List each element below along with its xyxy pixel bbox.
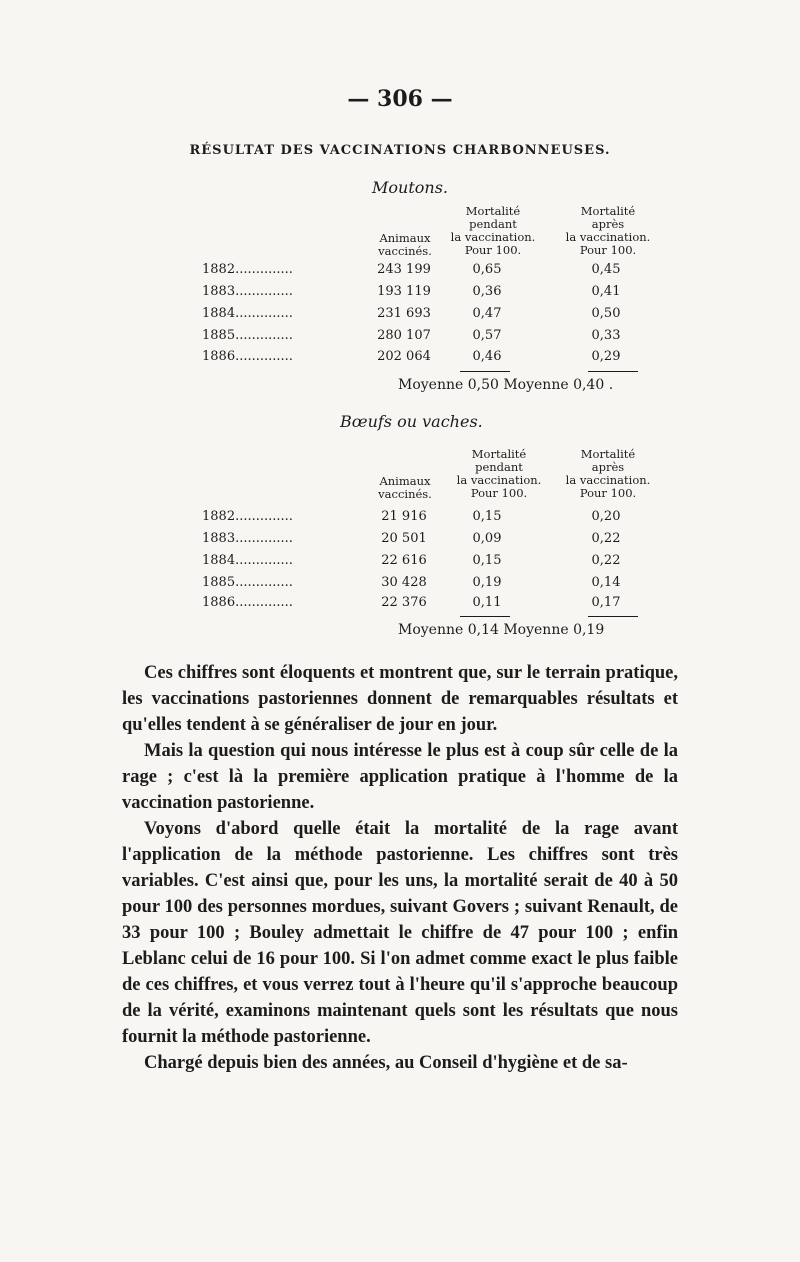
row-year: 1882.............. <box>202 262 293 277</box>
row-after: 0,33 <box>591 328 621 343</box>
row-animals: 280 107 <box>377 328 431 343</box>
section-heading: RÉSULTAT DES VACCINATIONS CHARBONNEUSES. <box>189 143 611 158</box>
row-animals: 193 119 <box>377 284 431 299</box>
row-animals: 22 376 <box>381 595 427 610</box>
table-row <box>0 531 800 551</box>
average-line-boeufs: Moyenne 0,14 Moyenne 0,19 <box>398 622 605 638</box>
row-year: 1885.............. <box>202 575 293 590</box>
row-year: 1884.............. <box>202 306 293 321</box>
column-header-during: Mortalité pendant la vaccination. Pour 100. <box>456 447 542 500</box>
row-animals: 20 501 <box>381 531 427 546</box>
row-animals: 22 616 <box>381 553 427 568</box>
row-during: 0,15 <box>472 509 502 524</box>
column-header-after: Mortalité après la vaccination. Pour 100. <box>565 447 651 500</box>
row-after: 0,41 <box>591 284 621 299</box>
row-after: 0,20 <box>591 509 621 524</box>
paragraph: Mais la question qui nous intéresse le plus est à coup sûr celle de la rage ; c'est là la première application pratique à l'homme de la vaccination pastorienne. <box>122 741 678 813</box>
row-during: 0,36 <box>472 284 502 299</box>
column-header-during: Mortalité pendant la vaccination. Pour 100. <box>450 204 536 257</box>
table-subtitle-boeufs: Bœufs ou vaches. <box>340 412 483 431</box>
column-header-animals: Animaux vaccinés. <box>378 474 432 501</box>
row-after: 0,22 <box>591 553 621 568</box>
row-after: 0,17 <box>591 595 621 610</box>
row-year: 1886.............. <box>202 349 293 364</box>
row-during: 0,47 <box>472 306 502 321</box>
row-year: 1885.............. <box>202 328 293 343</box>
sum-rule <box>588 616 638 617</box>
sum-rule <box>460 371 510 372</box>
row-during: 0,15 <box>472 553 502 568</box>
row-after: 0,50 <box>591 306 621 321</box>
body-text <box>122 660 678 1076</box>
row-animals: 243 199 <box>377 262 431 277</box>
paragraph: Voyons d'abord quelle était la mortalité de la rage avant l'application de la méthode pastorienne. Les chiffres sont très variables. C'est ainsi que, pour les uns, la mortalité serait de 40 à 50 pour 100 des personnes mordues, suivant Govers ; suivant Renault, de 33 pour 100 ; Bouley admettait le chiffre de 47 pour 100 ; enfin Leblanc celui de 16 pour 100. Si l'on admet comme exact le plus faible de ces chiffres, et vous verrez tout à l'heure qu'il s'approche beaucoup de la vérité, examinons maintenant quels sont les résultats que nous fournit la méthode pastorienne. <box>122 819 678 1047</box>
row-during: 0,19 <box>472 575 502 590</box>
table-row <box>0 509 800 529</box>
table-row <box>0 595 800 615</box>
table-subtitle-moutons: Moutons. <box>372 178 448 197</box>
sum-rule <box>588 371 638 372</box>
row-year: 1883.............. <box>202 531 293 546</box>
average-line-moutons: Moyenne 0,50 Moyenne 0,40 . <box>398 377 614 393</box>
row-animals: 202 064 <box>377 349 431 364</box>
table-row <box>0 284 800 304</box>
sum-rule <box>460 616 510 617</box>
row-during: 0,09 <box>472 531 502 546</box>
row-after: 0,22 <box>591 531 621 546</box>
table-row <box>0 306 800 326</box>
row-animals: 30 428 <box>381 575 427 590</box>
table-row <box>0 553 800 573</box>
row-after: 0,45 <box>591 262 621 277</box>
table-row <box>0 349 800 369</box>
row-after: 0,29 <box>591 349 621 364</box>
row-animals: 21 916 <box>381 509 427 524</box>
column-header-after: Mortalité après la vaccination. Pour 100. <box>565 204 651 257</box>
row-during: 0,46 <box>472 349 502 364</box>
table-row <box>0 328 800 348</box>
page-number: — 306 — <box>347 86 453 112</box>
table-row <box>0 575 800 595</box>
row-year: 1884.............. <box>202 553 293 568</box>
paragraph: Ces chiffres sont éloquents et montrent que, sur le terrain pratique, les vaccinations pastoriennes donnent de remarquables résultats et qu'elles tendent à se généraliser de jour en jour. <box>122 663 678 735</box>
row-year: 1882.............. <box>202 509 293 524</box>
row-during: 0,11 <box>472 595 502 610</box>
row-during: 0,57 <box>472 328 502 343</box>
row-after: 0,14 <box>591 575 621 590</box>
row-during: 0,65 <box>472 262 502 277</box>
row-animals: 231 693 <box>377 306 431 321</box>
table-row <box>0 262 800 282</box>
row-year: 1883.............. <box>202 284 293 299</box>
column-header-animals: Animaux vaccinés. <box>378 231 432 258</box>
paragraph: Chargé depuis bien des années, au Conseil d'hygiène et de sa- <box>144 1053 628 1073</box>
row-year: 1886.............. <box>202 595 293 610</box>
